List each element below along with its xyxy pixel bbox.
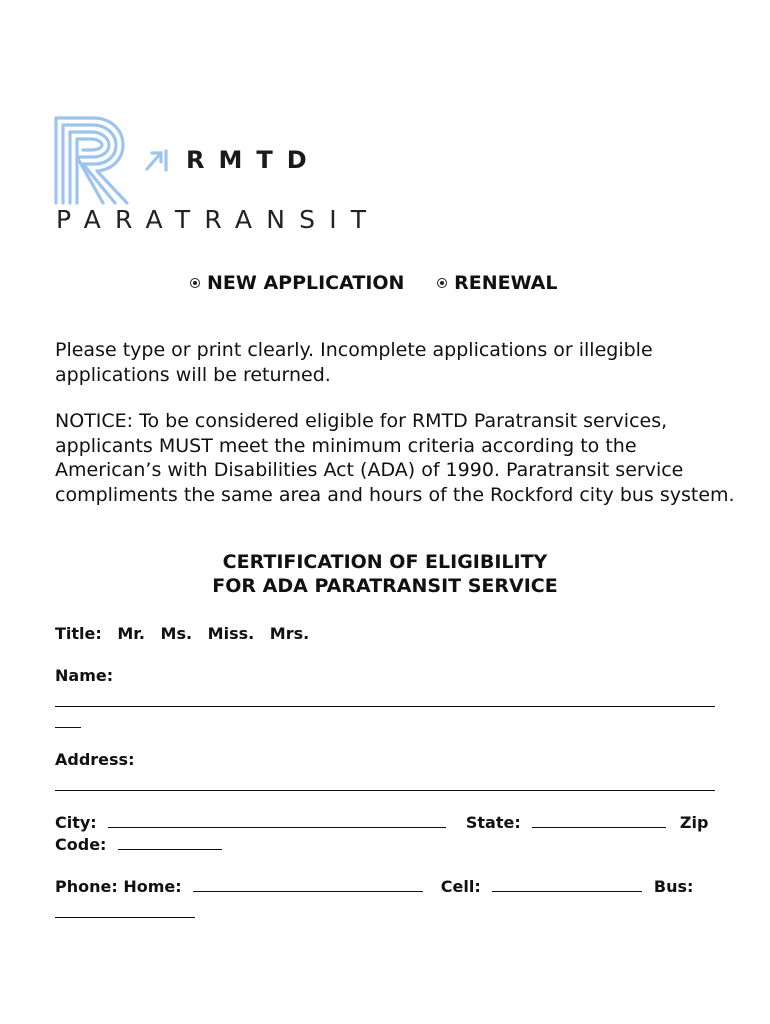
new-application-option[interactable] bbox=[190, 271, 404, 295]
renewal-label: RENEWAL bbox=[454, 272, 558, 294]
city-state-zip-row bbox=[55, 812, 708, 834]
bus-phone-input-line[interactable] bbox=[55, 903, 195, 918]
phone-row bbox=[55, 876, 693, 898]
state-input-line[interactable] bbox=[532, 813, 666, 828]
rmtd-r-logo-icon bbox=[53, 115, 129, 205]
bus-label: Bus: bbox=[653, 877, 694, 896]
arrow-up-right-icon bbox=[144, 148, 170, 172]
zip-code-row bbox=[55, 834, 222, 856]
city-input-line[interactable] bbox=[108, 813, 446, 828]
application-type-selector bbox=[190, 270, 557, 295]
home-label: Home: bbox=[123, 877, 182, 896]
cell-phone-input-line[interactable] bbox=[492, 877, 642, 892]
phone-label: Phone: bbox=[55, 877, 118, 896]
heading-line-2: FOR ADA PARATRANSIT SERVICE bbox=[212, 575, 558, 597]
title-label: Title: bbox=[55, 624, 102, 643]
radio-new-application[interactable] bbox=[190, 278, 200, 288]
title-option-ms[interactable]: Ms. bbox=[160, 624, 193, 643]
renewal-option[interactable] bbox=[437, 271, 557, 295]
home-phone-input-line[interactable] bbox=[193, 877, 423, 892]
title-option-miss[interactable]: Miss. bbox=[207, 624, 255, 643]
name-label: Name: bbox=[55, 666, 114, 685]
logo-brand-text: RMTD bbox=[186, 146, 321, 174]
title-option-mrs[interactable]: Mrs. bbox=[269, 624, 310, 643]
name-input-line[interactable] bbox=[55, 706, 715, 707]
heading-line-1: CERTIFICATION OF ELIGIBILITY bbox=[222, 551, 548, 573]
print-clearly-notice: Please type or print clearly. Incomplete applications or illegible applications will be returned. bbox=[55, 339, 653, 386]
city-label: City: bbox=[55, 813, 97, 832]
new-application-label: NEW APPLICATION bbox=[207, 272, 405, 294]
address-label: Address: bbox=[55, 750, 135, 769]
name-input-line-continued[interactable] bbox=[55, 727, 81, 728]
logo-subtitle: PARATRANSIT bbox=[56, 205, 381, 234]
title-option-mr[interactable]: Mr. bbox=[117, 624, 145, 643]
address-input-line[interactable] bbox=[55, 790, 715, 791]
certification-heading bbox=[0, 550, 770, 598]
radio-renewal[interactable] bbox=[437, 278, 447, 288]
title-field bbox=[55, 623, 309, 645]
zip-code-label: Code: bbox=[55, 835, 107, 854]
zip-label: Zip bbox=[679, 813, 709, 832]
zip-code-input-line[interactable] bbox=[118, 835, 222, 850]
cell-label: Cell: bbox=[440, 877, 481, 896]
state-label: State: bbox=[465, 813, 521, 832]
bus-phone-row bbox=[55, 902, 195, 924]
eligibility-notice: NOTICE: To be considered eligible for RMTD Paratransit services, applicants MUST meet the minimum criteria according to the American’s with Disabilities Act (ADA) of 1990. Paratransit service compliments the same area and hours of the Rockford city bus system. bbox=[55, 410, 735, 506]
